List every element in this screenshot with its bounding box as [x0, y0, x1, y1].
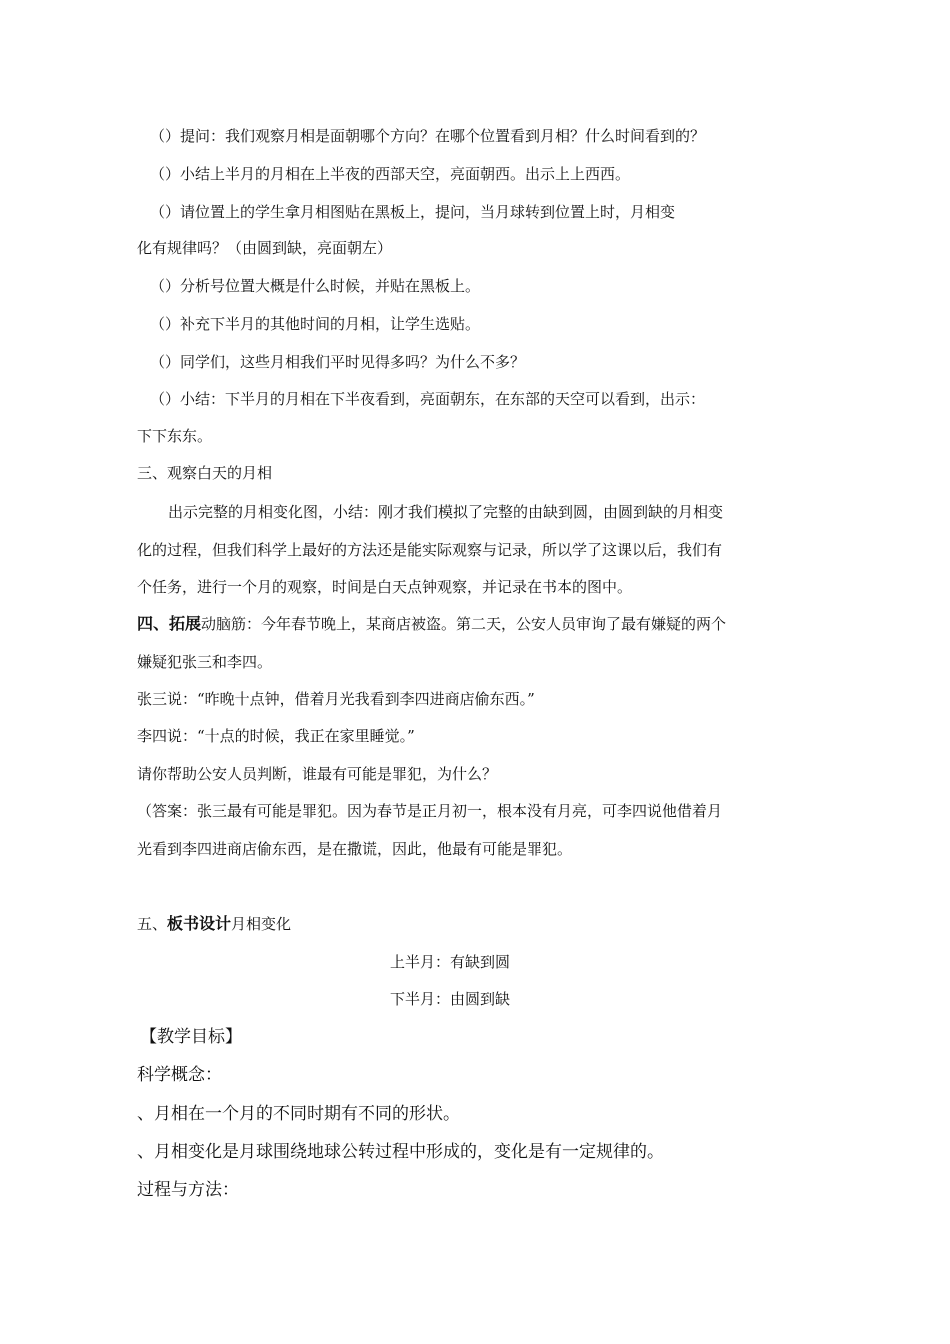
science-concept-label: 科学概念：: [137, 1065, 222, 1085]
section4-heading: 四、拓展: [137, 614, 202, 633]
concept-item-1: 、月相在一个月的不同时期有不同的形状。: [137, 1104, 460, 1124]
section5-prefix: 五、: [137, 915, 168, 933]
teaching-goals-heading: 【教学目标】: [140, 1027, 242, 1047]
section5-heading-line: [137, 914, 291, 934]
concept-item-2: 、月相变化是月球围绕地球公转过程中形成的，变化是有一定规律的。: [137, 1142, 664, 1162]
section4-line1: [137, 614, 726, 634]
section5-heading: 板书设计: [167, 914, 232, 933]
board-title: 月相变化: [231, 915, 292, 933]
section3-paragraph-line2: 化的过程，但我们科学上最好的方法还是能实际观察与记录，所以学了这课以后，我们有: [137, 541, 723, 559]
section3-heading: 三、观察白天的月相: [137, 464, 273, 482]
step-supplement-phases: （）补充下半月的其他时间的月相，让学生选贴。: [150, 315, 481, 333]
zhang-statement: 张三说：“昨晚十点钟，借着月光我看到李四进商店偷东西。”: [137, 690, 535, 708]
step-paste-moon-phase: （）请位置上的学生拿月相图贴在黑板上，提问，当月球转到位置上时，月相变: [150, 203, 676, 221]
section3-paragraph-line1: 出示完整的月相变化图，小结：刚才我们模拟了完整的由缺到圆，由圆到缺的月相变: [168, 503, 724, 521]
answer-line2: 光看到李四进商店偷东西，是在撒谎，因此，他最有可能是罪犯。: [137, 840, 573, 858]
li-statement: 李四说：“十点的时候，我正在家里睡觉。”: [137, 727, 415, 745]
section4-intro-cont: 嫌疑犯张三和李四。: [137, 653, 273, 671]
board-first-half: 上半月：有缺到圆: [390, 953, 511, 971]
step-summary-second-half-cont: 下下东东。: [137, 427, 213, 445]
section4-intro: 动脑筋：今年春节晚上，某商店被盗。第二天，公安人员审询了最有嫌疑的两个: [201, 615, 727, 633]
step-summary-first-half: （）小结上半月的月相在上半夜的西部天空，亮面朝西。出示上上西西。: [150, 165, 631, 183]
step-question-frequency: （）同学们，这些月相我们平时见得多吗？为什么不多？: [150, 353, 526, 371]
step-question-direction: （）提问：我们观察月相是面朝哪个方向？在哪个位置看到月相？什么时间看到的？: [150, 127, 706, 145]
step-analyze-position: （）分析号位置大概是什么时候，并贴在黑板上。: [150, 277, 481, 295]
step-paste-moon-phase-cont: 化有规律吗？（由圆到缺，亮面朝左）: [137, 239, 393, 257]
answer-line1: （答案：张三最有可能是罪犯。因为春节是正月初一，根本没有月亮，可李四说他借着月: [137, 802, 723, 820]
section3-paragraph-line3: 个任务，进行一个月的观察，时间是白天点钟观察，并记录在书本的图中。: [137, 578, 633, 596]
process-method-label: 过程与方法：: [137, 1180, 239, 1200]
step-summary-second-half: （）小结：下半月的月相在下半夜看到，亮面朝东，在东部的天空可以看到，出示：: [150, 390, 706, 408]
detective-question: 请你帮助公安人员判断，谁最有可能是罪犯，为什么？: [137, 765, 498, 783]
board-second-half: 下半月：由圆到缺: [390, 990, 511, 1008]
